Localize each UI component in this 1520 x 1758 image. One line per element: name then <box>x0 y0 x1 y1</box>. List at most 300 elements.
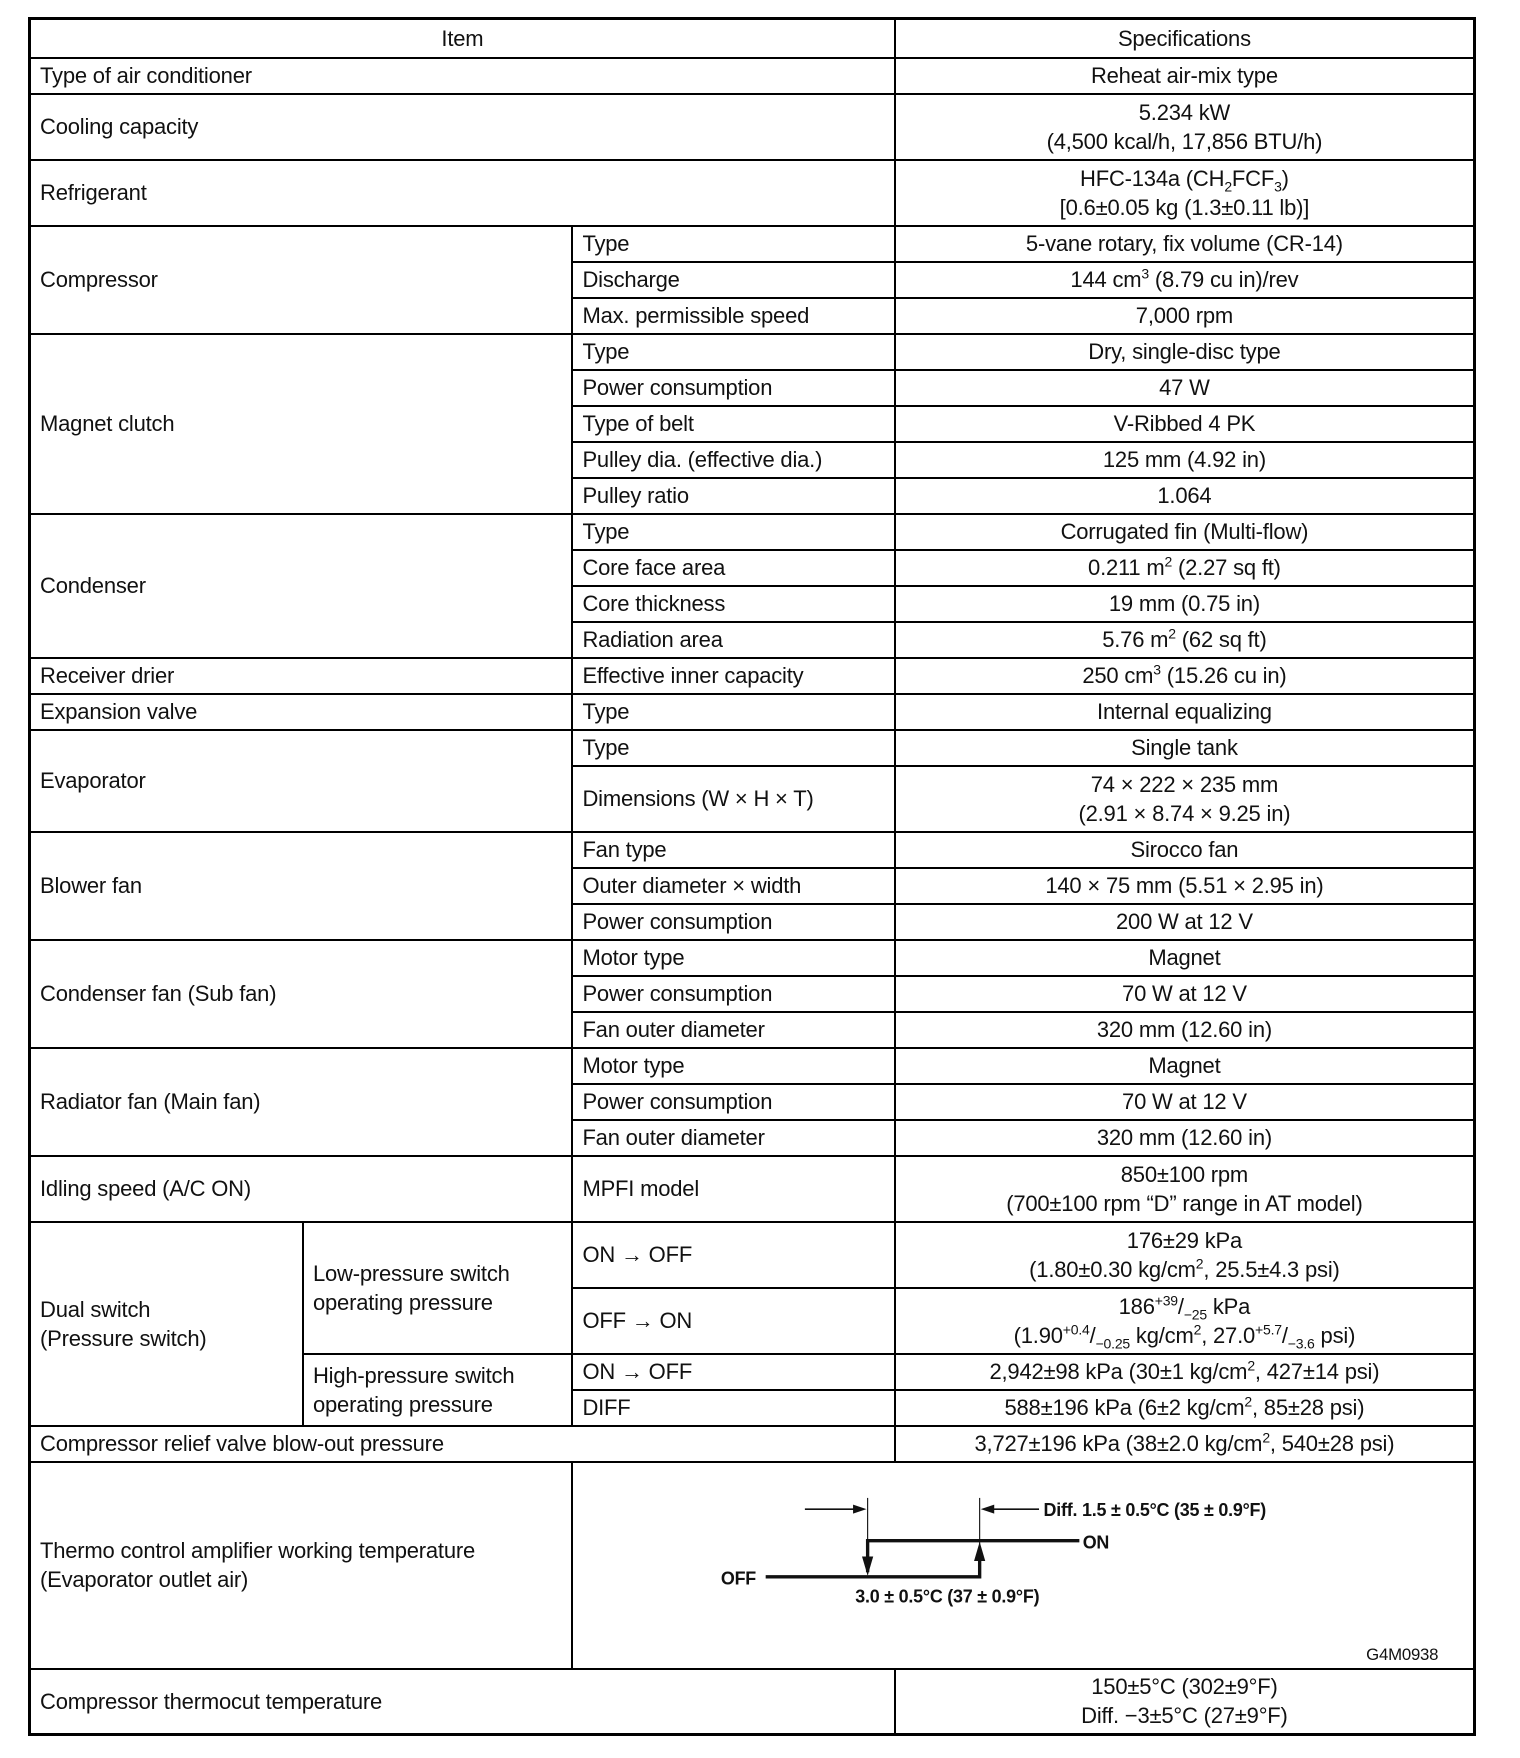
text-line <box>905 1051 1464 1080</box>
table-row <box>30 1156 1475 1222</box>
text: ON → OFF <box>582 1359 693 1384</box>
text: 588±196 kPa (6±2 kg/cm <box>1004 1395 1245 1420</box>
spec-value <box>895 622 1475 658</box>
text-line <box>40 1087 562 1116</box>
text: 0.211 m <box>1088 555 1165 580</box>
item-label <box>30 694 573 730</box>
arrow-down-icon <box>862 1556 873 1575</box>
text: Idling speed (A/C ON) <box>40 1176 251 1201</box>
text: (4,500 kcal/h, 17,856 BTU/h) <box>1046 128 1323 154</box>
spec-value <box>895 94 1475 160</box>
table-row <box>30 940 1475 976</box>
sub-item-label <box>572 370 894 406</box>
text: / <box>1089 1322 1096 1348</box>
text: Refrigerant <box>40 180 147 205</box>
text-line <box>905 301 1464 330</box>
sub-item-label <box>572 262 894 298</box>
text: 125 mm (4.92 in) <box>1102 447 1266 472</box>
text: (2.91 × 8.74 × 9.25 in) <box>1078 800 1291 826</box>
sub-item-label <box>572 586 894 622</box>
text-line <box>582 943 884 972</box>
text: Single tank <box>1131 735 1238 760</box>
text: Fan outer diameter <box>582 1125 765 1150</box>
text: Core face area <box>582 555 726 580</box>
text-line <box>582 661 884 690</box>
spec-value <box>895 478 1475 514</box>
text: 2,942±98 kPa (30±1 kg/cm <box>989 1359 1248 1384</box>
sub-item-label <box>572 904 894 940</box>
arrow-right-icon <box>854 1504 867 1513</box>
text: Dry, single-disc type <box>1088 339 1281 364</box>
text: Discharge <box>582 267 680 292</box>
text: 74 × 222 × 235 mm <box>1090 771 1279 797</box>
text: Compressor relief valve blow-out pressure <box>40 1431 444 1456</box>
sub-item-label <box>572 442 894 478</box>
spec-value <box>895 976 1475 1012</box>
text: Radiation area <box>582 627 723 652</box>
text: Condenser fan (Sub fan) <box>40 981 277 1006</box>
text: 3,727±196 kPa (38±2.0 kg/cm <box>974 1431 1263 1456</box>
text-line <box>40 979 562 1008</box>
text: ON → OFF <box>582 1242 693 1267</box>
item-label <box>30 514 573 658</box>
text-line <box>905 1226 1464 1255</box>
text-line <box>905 193 1464 222</box>
spec-value <box>895 1120 1475 1156</box>
spec-value <box>895 694 1475 730</box>
text: HFC-134a (CH <box>1080 165 1225 191</box>
table-row <box>30 514 1475 550</box>
text: (1.90 <box>1013 1322 1063 1348</box>
spec-value <box>895 370 1475 406</box>
text-line <box>582 265 884 294</box>
text: 320 mm (12.60 in) <box>1096 1017 1272 1042</box>
text-line <box>905 1015 1464 1044</box>
item-label <box>30 658 573 694</box>
text-line <box>905 553 1464 582</box>
text: , 427±14 psi) <box>1254 1359 1380 1384</box>
text: High-pressure switch <box>312 1362 515 1388</box>
thermo-hysteresis-diagram <box>573 1463 1473 1668</box>
text: psi) <box>1314 1322 1356 1348</box>
sub-item-label <box>572 1390 894 1426</box>
item-label <box>30 1426 895 1462</box>
text-line <box>313 1361 562 1390</box>
item-label <box>30 226 573 334</box>
text: kg/cm <box>1130 1322 1194 1348</box>
spec-value <box>895 1012 1475 1048</box>
text: MPFI model <box>582 1176 700 1201</box>
table-row <box>30 94 1475 160</box>
text: Pulley dia. (effective dia.) <box>582 447 823 472</box>
item-label <box>30 1222 303 1426</box>
text-line <box>40 1536 562 1565</box>
table-row <box>30 160 1475 226</box>
spec-value <box>895 226 1475 262</box>
text-line <box>905 1701 1464 1730</box>
text: (700±100 rpm “D” range in AT model) <box>1006 1190 1363 1216</box>
text-line <box>905 229 1464 258</box>
text-line <box>905 1123 1464 1152</box>
text: (1.80±0.30 kg/cm <box>1029 1256 1196 1282</box>
table-row <box>30 832 1475 868</box>
text: Power consumption <box>582 981 773 1006</box>
sub-item-label <box>572 694 894 730</box>
text-line <box>582 301 884 330</box>
text: Magnet <box>1148 945 1221 970</box>
text-line <box>905 871 1464 900</box>
text: ) <box>1281 165 1289 191</box>
text: Fan type <box>582 837 667 862</box>
text: [0.6±0.05 kg (1.3±0.11 lb)] <box>1059 194 1310 220</box>
text-line <box>582 517 884 546</box>
text: , 25.5±4.3 psi) <box>1203 1256 1340 1282</box>
spec-value <box>895 1426 1475 1462</box>
sub-item-label <box>572 1354 894 1390</box>
text: 200 W at 12 V <box>1116 909 1253 934</box>
text: (62 sq ft) <box>1175 627 1267 652</box>
table-row <box>30 694 1475 730</box>
text: 176±29 kPa <box>1126 1227 1243 1253</box>
text-line <box>905 1189 1464 1218</box>
sub-item-label <box>572 478 894 514</box>
text-line <box>582 835 884 864</box>
item-label <box>30 832 573 940</box>
text-line <box>40 178 885 207</box>
text: 150±5°C (302±9°F) <box>1091 1674 1278 1700</box>
header-item: Item <box>30 19 895 58</box>
text-line <box>582 625 884 654</box>
superscript: +0.4 <box>1062 1321 1090 1338</box>
text-line <box>582 1123 884 1152</box>
text-line <box>905 733 1464 762</box>
sub-item-label <box>572 832 894 868</box>
table-row <box>30 58 1475 94</box>
spec-value <box>895 904 1475 940</box>
text-line <box>40 1295 293 1324</box>
subscript: 3 <box>1274 177 1282 194</box>
text-line <box>313 1390 562 1419</box>
text-line <box>582 409 884 438</box>
text-line <box>905 1321 1464 1350</box>
spec-value <box>895 940 1475 976</box>
text: 70 W at 12 V <box>1122 981 1247 1006</box>
text: 144 cm <box>1070 267 1142 292</box>
sub-item-label <box>572 622 894 658</box>
sub-item-label <box>572 1012 894 1048</box>
text: Internal equalizing <box>1097 699 1272 724</box>
arrow-left-icon <box>981 1504 994 1513</box>
text: (2.27 sq ft) <box>1172 555 1281 580</box>
text-line <box>905 1292 1464 1321</box>
text-line <box>40 1324 293 1353</box>
text-line <box>40 571 562 600</box>
sub-item-label <box>572 334 894 370</box>
text: operating pressure <box>312 1391 493 1417</box>
text-line <box>905 1255 1464 1284</box>
superscript: +5.7 <box>1255 1321 1282 1338</box>
text: (15.26 cu in) <box>1160 663 1287 688</box>
text-line <box>40 112 885 141</box>
off-label: OFF <box>721 1568 757 1589</box>
item-label <box>30 160 895 226</box>
sub-item-label <box>572 766 894 832</box>
text: Dimensions (W × H × T) <box>582 786 814 811</box>
text-line <box>905 481 1464 510</box>
text-line <box>582 1357 884 1386</box>
spec-value <box>895 1156 1475 1222</box>
text: / <box>1177 1293 1184 1319</box>
spec-value <box>895 1048 1475 1084</box>
text-line <box>582 229 884 258</box>
spec-value <box>895 658 1475 694</box>
text-line <box>905 799 1464 828</box>
text: Fan outer diameter <box>582 1017 765 1042</box>
text-line <box>905 61 1464 90</box>
text-line <box>582 553 884 582</box>
text-line <box>905 337 1464 366</box>
spec-value <box>895 1390 1475 1426</box>
text: Effective inner capacity <box>582 663 804 688</box>
superscript: 2 <box>1164 553 1173 570</box>
diff-label: Diff. 1.5 ± 0.5°C (35 ± 0.9°F) <box>1043 1499 1267 1520</box>
item-label <box>30 334 573 514</box>
text-line <box>905 1672 1464 1701</box>
superscript: +39 <box>1154 1292 1178 1309</box>
text: , 540±28 psi) <box>1269 1431 1395 1456</box>
figure-id: G4M0938 <box>1366 1644 1439 1664</box>
group-label <box>303 1354 572 1426</box>
text: Power consumption <box>582 375 773 400</box>
text: Outer diameter × width <box>582 873 802 898</box>
item-label <box>30 940 573 1048</box>
text-line <box>905 1160 1464 1189</box>
spec-value <box>895 766 1475 832</box>
temp-label: 3.0 ± 0.5°C (37 ± 0.9°F) <box>855 1586 1040 1607</box>
sub-item-label <box>572 868 894 904</box>
text: 186 <box>1118 1293 1155 1319</box>
text: , 27.0 <box>1201 1322 1256 1348</box>
text-line <box>905 1393 1464 1422</box>
item-label <box>30 1462 573 1669</box>
text: Thermo control amplifier working temperature <box>40 1538 476 1563</box>
text-line <box>40 61 885 90</box>
item-label <box>30 94 895 160</box>
spec-value <box>895 262 1475 298</box>
text-line <box>905 445 1464 474</box>
sub-item-label <box>572 976 894 1012</box>
spec-value <box>895 58 1475 94</box>
text-line <box>582 1087 884 1116</box>
text: (8.79 cu in)/rev <box>1148 267 1299 292</box>
text: 70 W at 12 V <box>1122 1089 1247 1114</box>
text-line <box>905 625 1464 654</box>
text-line <box>582 1306 884 1335</box>
text-line <box>905 517 1464 546</box>
text-line <box>40 766 562 795</box>
spec-value <box>895 550 1475 586</box>
text-line <box>40 661 562 690</box>
text-line <box>582 445 884 474</box>
text: Low-pressure switch <box>312 1260 510 1286</box>
text: Pulley ratio <box>582 483 689 508</box>
text-line <box>905 373 1464 402</box>
table-row <box>30 658 1475 694</box>
sub-item-label <box>572 1288 894 1354</box>
spec-value <box>895 1354 1475 1390</box>
text: 320 mm (12.60 in) <box>1096 1125 1272 1150</box>
on-line <box>868 1540 1080 1572</box>
superscript: 2 <box>1168 625 1176 642</box>
ac-specifications-table <box>28 17 1476 1736</box>
sub-item-label <box>572 1156 894 1222</box>
subscript: −3.6 <box>1287 1334 1315 1351</box>
spec-value <box>895 868 1475 904</box>
sub-item-label <box>572 730 894 766</box>
sub-item-label <box>572 298 894 334</box>
sub-item-label <box>572 550 894 586</box>
text: Compressor <box>40 267 158 292</box>
text-line <box>582 337 884 366</box>
text-line <box>582 481 884 510</box>
text-line <box>905 661 1464 690</box>
text-line <box>582 1393 884 1422</box>
on-label: ON <box>1083 1532 1110 1553</box>
text-line <box>40 1174 562 1203</box>
subscript: 2 <box>1224 177 1232 194</box>
subscript: −25 <box>1183 1305 1207 1322</box>
text-line <box>40 1429 885 1458</box>
text: DIFF <box>582 1395 631 1420</box>
text: Core thickness <box>582 591 726 616</box>
item-label <box>30 730 573 832</box>
text: Magnet <box>1148 1053 1221 1078</box>
text-line <box>582 733 884 762</box>
text-line <box>905 907 1464 936</box>
text-line <box>582 589 884 618</box>
text: Type <box>582 231 630 256</box>
text: Magnet clutch <box>40 411 175 436</box>
text-line <box>905 835 1464 864</box>
text: Dual switch <box>40 1296 151 1322</box>
sub-item-label <box>572 226 894 262</box>
spec-value <box>895 160 1475 226</box>
text-line <box>40 265 562 294</box>
text: , 85±28 psi) <box>1251 1395 1365 1420</box>
text: (Evaporator outlet air) <box>40 1567 249 1592</box>
text-line <box>40 871 562 900</box>
text: Motor type <box>582 1053 685 1078</box>
text: 1.064 <box>1157 483 1212 508</box>
text-line <box>582 979 884 1008</box>
text: Compressor thermocut temperature <box>40 1688 383 1714</box>
text: Radiator fan (Main fan) <box>40 1089 261 1114</box>
text: 5.76 m <box>1102 627 1169 652</box>
table-row <box>30 1462 1475 1669</box>
table-row <box>30 226 1475 262</box>
subscript: −0.25 <box>1095 1334 1130 1351</box>
text: Reheat air-mix type <box>1090 63 1278 88</box>
arrow-up-icon <box>974 1541 985 1560</box>
superscript: 3 <box>1141 265 1149 282</box>
text: 5-vane rotary, fix volume (CR-14) <box>1025 231 1343 256</box>
text: FCF <box>1231 165 1275 191</box>
text-line <box>582 1240 884 1269</box>
text-line <box>905 697 1464 726</box>
item-label <box>30 1048 573 1156</box>
text: Diff. −3±5°C (27±9°F) <box>1081 1703 1288 1729</box>
superscript: 2 <box>1247 1357 1255 1374</box>
spec-value <box>895 406 1475 442</box>
text-line <box>582 1051 884 1080</box>
text-line <box>313 1288 562 1317</box>
spec-value <box>895 334 1475 370</box>
text: 140 × 75 mm (5.51 × 2.95 in) <box>1045 873 1324 898</box>
text-line <box>905 1087 1464 1116</box>
text-line <box>582 1174 884 1203</box>
sub-item-label <box>572 658 894 694</box>
text-line <box>905 164 1464 193</box>
item-label <box>30 58 895 94</box>
text-line <box>905 943 1464 972</box>
text: 7,000 rpm <box>1135 303 1234 328</box>
text: Expansion valve <box>40 699 198 724</box>
sub-item-label <box>572 1048 894 1084</box>
spec-value <box>895 1288 1475 1354</box>
text: Condenser <box>40 573 146 598</box>
text: 850±100 rpm <box>1120 1161 1249 1187</box>
text: 5.234 kW <box>1138 99 1231 125</box>
text-line <box>582 373 884 402</box>
sub-item-label <box>572 1222 894 1288</box>
text-line <box>40 1687 885 1716</box>
spec-value <box>895 586 1475 622</box>
header-specifications: Specifications <box>895 19 1475 58</box>
text: 250 cm <box>1082 663 1154 688</box>
text: Receiver drier <box>40 663 175 688</box>
sub-item-label <box>572 940 894 976</box>
table-row <box>30 1222 1475 1288</box>
text-line <box>905 409 1464 438</box>
text: Type <box>582 519 630 544</box>
text: OFF → ON <box>582 1308 693 1333</box>
text-line <box>40 697 562 726</box>
superscript: 2 <box>1195 1255 1204 1272</box>
text: Type <box>582 339 630 364</box>
text: Type <box>582 699 630 724</box>
superscript: 2 <box>1244 1393 1252 1410</box>
off-line <box>766 1551 980 1576</box>
text: Cooling capacity <box>40 114 199 139</box>
text-line <box>40 1565 562 1594</box>
sub-item-label <box>572 1120 894 1156</box>
text: Motor type <box>582 945 685 970</box>
text-line <box>905 979 1464 1008</box>
spec-value <box>895 730 1475 766</box>
spec-value <box>895 298 1475 334</box>
text-line <box>905 98 1464 127</box>
text: Evaporator <box>40 768 146 793</box>
table-row <box>30 1669 1475 1735</box>
table-row <box>30 1048 1475 1084</box>
text: V-Ribbed 4 PK <box>1113 411 1256 436</box>
sub-item-label <box>572 514 894 550</box>
spec-value <box>895 832 1475 868</box>
text: Type of belt <box>582 411 694 436</box>
spec-value <box>895 514 1475 550</box>
spec-value <box>895 442 1475 478</box>
item-label <box>30 1669 895 1735</box>
